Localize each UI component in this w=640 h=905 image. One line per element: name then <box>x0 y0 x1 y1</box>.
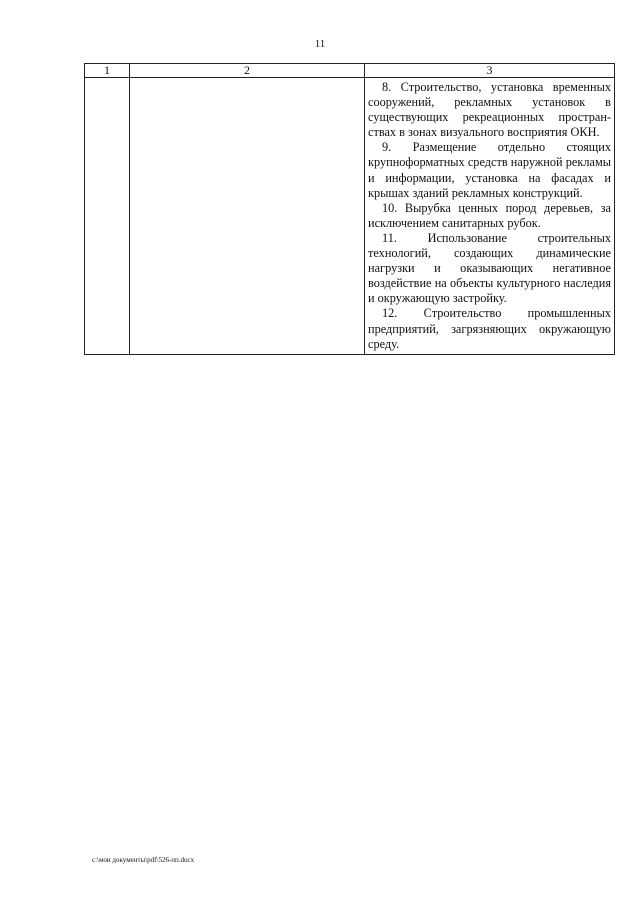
table-cell-col2 <box>130 78 365 355</box>
list-item: 9. Размещение отдельно стоящих крупноформатных средств наружной рекламы и информации, установка на фасадах и крышах зданий рекламных конструкций. <box>368 140 611 200</box>
table-cell-col1 <box>85 78 130 355</box>
table-row <box>85 78 615 355</box>
column-header-1: 1 <box>85 64 130 78</box>
column-header-2: 2 <box>130 64 365 78</box>
list-item: 8. Строительство, установка временных сооружений, рекламных установок в существующих рекреационных простран-ствах в зонах визуального восприятия ОКН. <box>368 80 611 140</box>
footer-file-path: c:\мои документы\pdf\526-пп.docx <box>92 856 195 864</box>
page-number: 11 <box>314 38 326 50</box>
list-item: 10. Вырубка ценных пород деревьев, за исключением санитарных рубок. <box>368 200 611 230</box>
column-header-3: 3 <box>365 64 615 78</box>
restrictions-table <box>84 63 615 355</box>
list-item: 12. Строительство промышленных предприятий, загрязняющих окружающую среду. <box>368 306 611 351</box>
list-item: 11. Использование строительных технологий, создающих динамические нагрузки и оказывающих негативное воздействие на объекты культурного наследия и окружающую застройку. <box>368 230 611 306</box>
table-header-row <box>85 64 615 78</box>
table-cell-col3 <box>365 78 615 355</box>
